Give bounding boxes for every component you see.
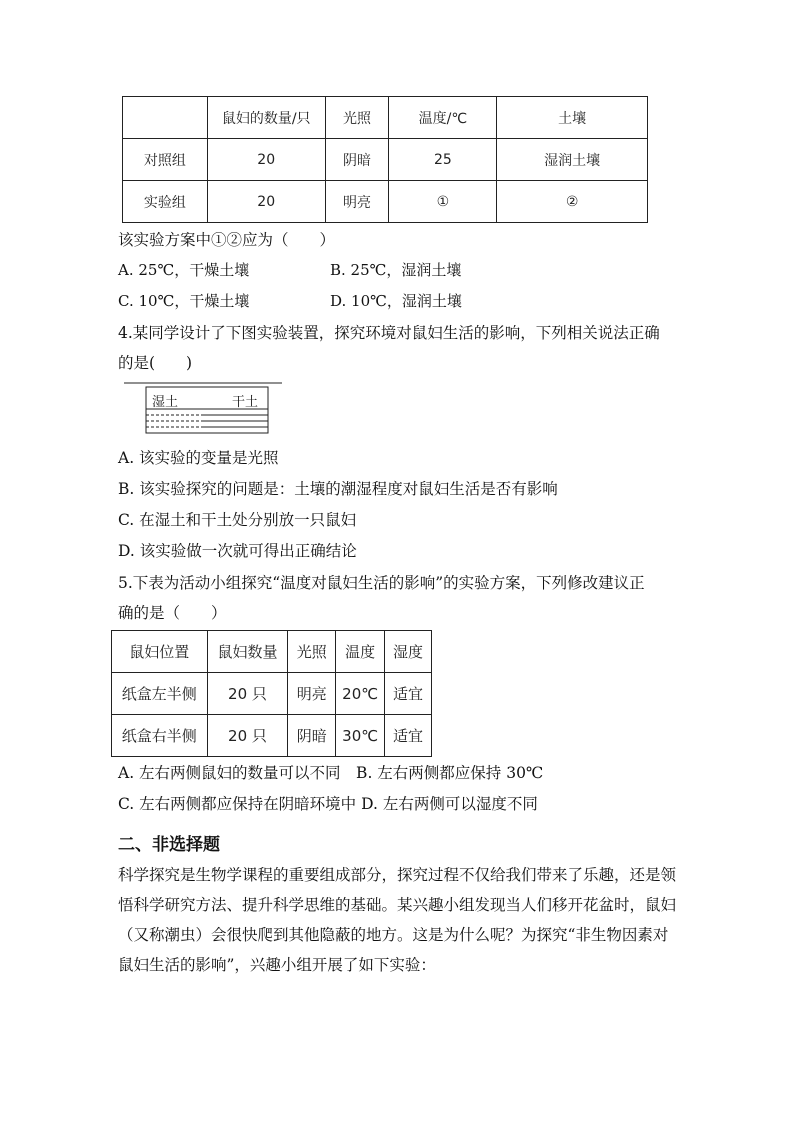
table-cell: 明亮 (325, 181, 389, 223)
table-cell: 对照组 (123, 139, 208, 181)
table-cell: 纸盒右半侧 (112, 715, 208, 757)
table-cell: 适宜 (385, 673, 432, 715)
section-heading: 二、非选择题 (118, 835, 220, 855)
table-cell: 明亮 (288, 673, 336, 715)
q3-option-b: B. 25℃，湿润土壤 (330, 261, 462, 279)
q4-option-d: D. 该实验做一次就可得出正确结论 (118, 542, 357, 560)
apparatus-drawing (122, 380, 284, 440)
q4-option-a: A. 该实验的变量是光照 (118, 449, 279, 467)
table-header-cell: 光照 (288, 631, 336, 673)
q5-options-ab: A. 左右两侧鼠妇的数量可以不同 B. 左右两侧都应保持 30℃ (118, 764, 544, 782)
question-3-stem: 该实验方案中①②应为（ ） (118, 231, 336, 249)
table-cell: 实验组 (123, 181, 208, 223)
q3-option-c: C. 10℃，干燥土壤 (118, 292, 250, 310)
table-header-row (123, 97, 648, 139)
wet-soil-label: 湿土 (152, 395, 179, 410)
table-cell: 20 只 (207, 715, 288, 757)
q3-option-d: D. 10℃，湿润土壤 (330, 292, 462, 310)
table-cell: ① (389, 181, 497, 223)
table-cell: 20 只 (207, 673, 288, 715)
table-cell: 20 (207, 181, 325, 223)
q4-option-c: C. 在湿土和干土处分别放一只鼠妇 (118, 511, 357, 529)
table-cell: 适宜 (385, 715, 432, 757)
q3-option-a: A. 25℃，干燥土壤 (118, 261, 250, 279)
question-5-line-1: 5.下表为活动小组探究“温度对鼠妇生活的影响”的实验方案，下列修改建议正 (118, 574, 645, 592)
table-cell: 湿润土壤 (497, 139, 648, 181)
question-4-line-1: 4.某同学设计了下图实验装置，探究环境对鼠妇生活的影响，下列相关说法正确 (118, 324, 660, 342)
soil-apparatus-diagram (122, 380, 284, 440)
table-header-cell: 鼠妇位置 (112, 631, 208, 673)
table-header-cell: 鼠妇的数量/只 (207, 97, 325, 139)
table-cell: 纸盒左半侧 (112, 673, 208, 715)
table-cell: 30℃ (336, 715, 385, 757)
q5-options-cd: C. 左右两侧都应保持在阴暗环境中 D. 左右两侧可以湿度不同 (118, 795, 538, 813)
table-header-cell (123, 97, 208, 139)
table-header-cell: 湿度 (385, 631, 432, 673)
table-row (112, 715, 432, 757)
experiment-table-2 (111, 630, 432, 757)
dry-soil-label: 干土 (232, 395, 259, 410)
section-paragraph: 科学探究是生物学课程的重要组成部分，探究过程不仅给我们带来了乐趣，还是领悟科学研究方法、提升科学思维的基础。某兴趣小组发现当人们移开花盆时，鼠妇（又称潮虫）会很快爬到其他隐蔽的地方。这是为什么呢？为探究“非生物因素对鼠妇生活的影响”，兴趣小组开展了如下实验： (118, 866, 677, 974)
question-5-line-2: 确的是（ ） (118, 604, 227, 622)
table-cell: 20℃ (336, 673, 385, 715)
question-4-line-2: 的是( ) (118, 354, 193, 372)
table-header-cell: 光照 (325, 97, 389, 139)
table-row (123, 181, 648, 223)
table-cell: 阴暗 (288, 715, 336, 757)
table-header-row (112, 631, 432, 673)
table-row (123, 139, 648, 181)
table-cell: 25 (389, 139, 497, 181)
table-row (112, 673, 432, 715)
table-header-cell: 温度 (336, 631, 385, 673)
q4-option-b: B. 该实验探究的问题是：土壤的潮湿程度对鼠妇生活是否有影响 (118, 480, 558, 498)
experiment-table-1 (122, 96, 648, 223)
table-cell: 20 (207, 139, 325, 181)
table-header-cell: 土壤 (497, 97, 648, 139)
table-header-cell: 鼠妇数量 (207, 631, 288, 673)
table-cell: 阴暗 (325, 139, 389, 181)
table-cell: ② (497, 181, 648, 223)
table-header-cell: 温度/℃ (389, 97, 497, 139)
